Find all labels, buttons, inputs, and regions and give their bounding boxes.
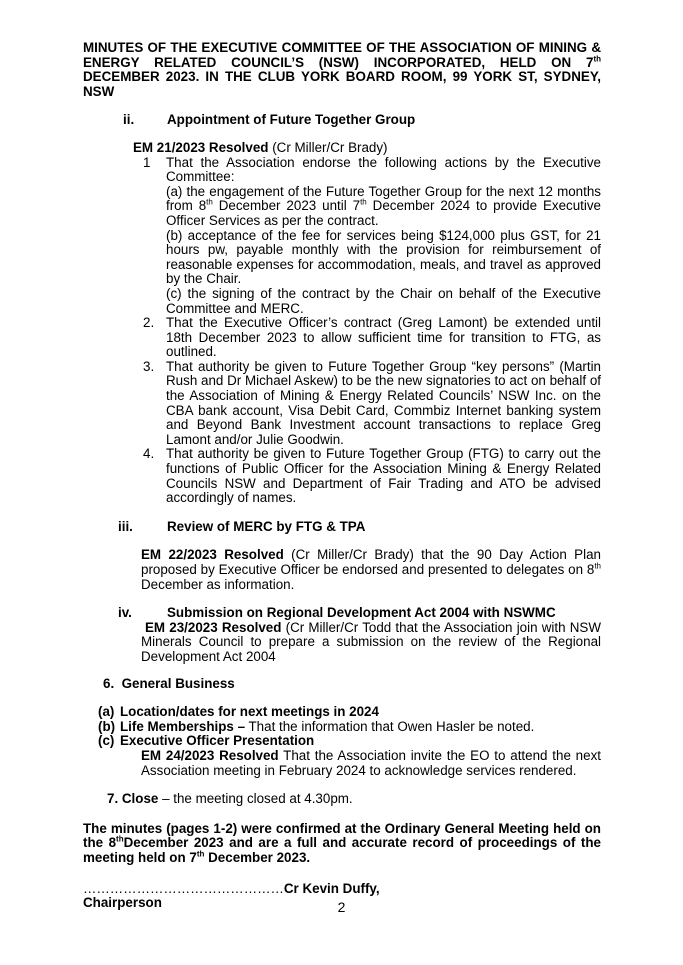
resolution-text: That the Association invite the EO to attend the next Association meeting in February 2024 to acknowledge services rendered. — [141, 747, 601, 778]
resolution-label: EM 21/2023 Resolved — [133, 139, 269, 155]
section-number: iv. — [118, 605, 132, 621]
item-title: Life Memberships – — [120, 718, 246, 734]
sub-text: December 2024 to provide Executive Officer Services as per the contract. — [166, 198, 602, 228]
item-number: 1 — [143, 154, 151, 170]
sub-text: (a) the engagement of the Future Together Group for the next 12 months from 8 — [166, 183, 601, 214]
title-text: DECEMBER 2023. IN THE CLUB YORK BOARD ROOM, 99 YORK ST, SYDNEY, NSW — [83, 69, 601, 99]
item-title: Executive Officer Presentation — [120, 733, 315, 749]
resolution-label: EM 24/2023 Resolved — [141, 747, 279, 763]
item-sub-c: (c) the signing of the contract by the Chair on behalf of the Executive Committee and MERC. — [166, 285, 601, 316]
list-item — [143, 360, 601, 448]
list-item — [98, 705, 601, 720]
document-title — [83, 41, 601, 99]
item-text: That the information that Owen Hasler be noted. — [245, 718, 535, 734]
item-text: That the Executive Officer’s contract (Greg Lamont) be extended until 18th December 2023 to allow sufficient time for transition to FTG, as outlined. — [166, 315, 601, 360]
sup: th — [206, 197, 213, 207]
signature-line: ……………………………………… — [83, 880, 284, 896]
signatory-name: Cr Kevin Duffy, — [283, 880, 380, 896]
resolution-text: (Cr Miller/Cr Todd that the Association join with NSW Minerals Council to prepare a submission on the review of the Regional Development Act 2004 — [141, 619, 601, 664]
item-sub-b: (b) acceptance of the fee for services being $124,000 plus GST, for 21 hours pw, payable monthly with the provision for reimbursement of reasonable expenses for accommodation, meals, and travel as approved by the Chair. — [166, 227, 601, 287]
confirmation-text: December 2023 and are a full and accurate record of proceedings of the meeting held on 7 — [83, 835, 601, 865]
general-business-heading: 6. General Business — [103, 675, 235, 691]
resolution-text: December as information. — [141, 576, 295, 592]
section-iii-heading — [118, 520, 601, 535]
section-number: ii. — [123, 112, 135, 128]
signatory-role: Chairperson — [83, 895, 162, 911]
em24-resolution — [141, 749, 601, 778]
document-body — [83, 41, 601, 911]
em21-resolution — [133, 141, 601, 156]
confirmation-text: The minutes (pages 1-2) were confirmed at the Ordinary General Meeting held on the 8 — [83, 820, 601, 851]
item-label: (c) — [98, 733, 115, 749]
general-business-items — [98, 705, 601, 749]
item-text: That authority be given to Future Together Group (FTG) to carry out the functions of Public Officer for the Association Mining & Energy Related Councils NSW and Department of Fair Trading and ATO be advised accordingly of names. — [166, 446, 601, 506]
page-number: 2 — [337, 899, 346, 915]
item-number: 3. — [143, 358, 155, 374]
resolution-label: EM 23/2023 Resolved — [145, 619, 282, 635]
item-number: 4. — [143, 446, 155, 462]
sub-text: December 2023 until 7 — [212, 198, 361, 214]
list-item — [143, 447, 601, 505]
section-title: Review of MERC by FTG & TPA — [167, 518, 366, 534]
resolution-text: (Cr Miller/Cr Brady) that the 90 Day Action Plan proposed by Executive Officer be endorsed and presented to delegates on 8 — [141, 547, 601, 577]
em21-items — [143, 156, 601, 506]
em22-resolution — [141, 548, 601, 592]
resolution-movers: (Cr Miller/Cr Brady) — [268, 139, 388, 155]
section-title: Appointment of Future Together Group — [167, 112, 416, 128]
sup: th — [196, 849, 205, 859]
close-label: 7. Close — [107, 791, 159, 807]
close-item — [107, 792, 601, 807]
section-iv-heading — [118, 606, 601, 621]
list-item — [98, 720, 601, 735]
sup: th — [116, 834, 124, 844]
list-item — [98, 734, 601, 749]
item-label: (b) — [98, 718, 116, 734]
list-item — [143, 156, 601, 317]
list-item — [143, 316, 601, 360]
title-text: MINUTES OF THE EXECUTIVE COMMITTEE OF THE ASSOCIATION OF MINING & ENERGY RELATED COUNCIL’S (NSW) INCORPORATED, HELD ON 7 — [83, 40, 601, 70]
sup: th — [594, 561, 601, 571]
item-number: 2. — [143, 315, 155, 331]
sup: th — [360, 197, 367, 207]
title-sup: th — [593, 54, 601, 64]
close-text: – the meeting closed at 4.30pm. — [158, 791, 353, 807]
item-sub-a — [166, 185, 601, 229]
confirmation-text: December 2023. — [204, 849, 311, 865]
section-ii-heading — [123, 113, 601, 128]
item-text: That authority be given to Future Together Group “key persons” (Martin Rush and Dr Michael Askew) to be the new signatories to act on behalf of the Association of Mining & Energy Related Councils’ NSW Inc. on the CBA bank account, Visa Debit Card, Commbiz Internet banking system and Beyond Bank Investment account transactions to replace Greg Lamont and/or Julie Goodwin. — [166, 358, 601, 447]
item-label: (a) — [98, 704, 115, 720]
item-title: Location/dates for next meetings in 2024 — [120, 704, 379, 720]
em23-resolution — [141, 621, 601, 665]
section-title: Submission on Regional Development Act 2004 with NSWMC — [167, 605, 556, 621]
confirmation-statement — [83, 822, 601, 866]
resolution-label: EM 22/2023 Resolved — [141, 547, 284, 563]
section-number: iii. — [118, 518, 133, 534]
item-text: That the Association endorse the following actions by the Executive Committee: — [166, 154, 601, 185]
